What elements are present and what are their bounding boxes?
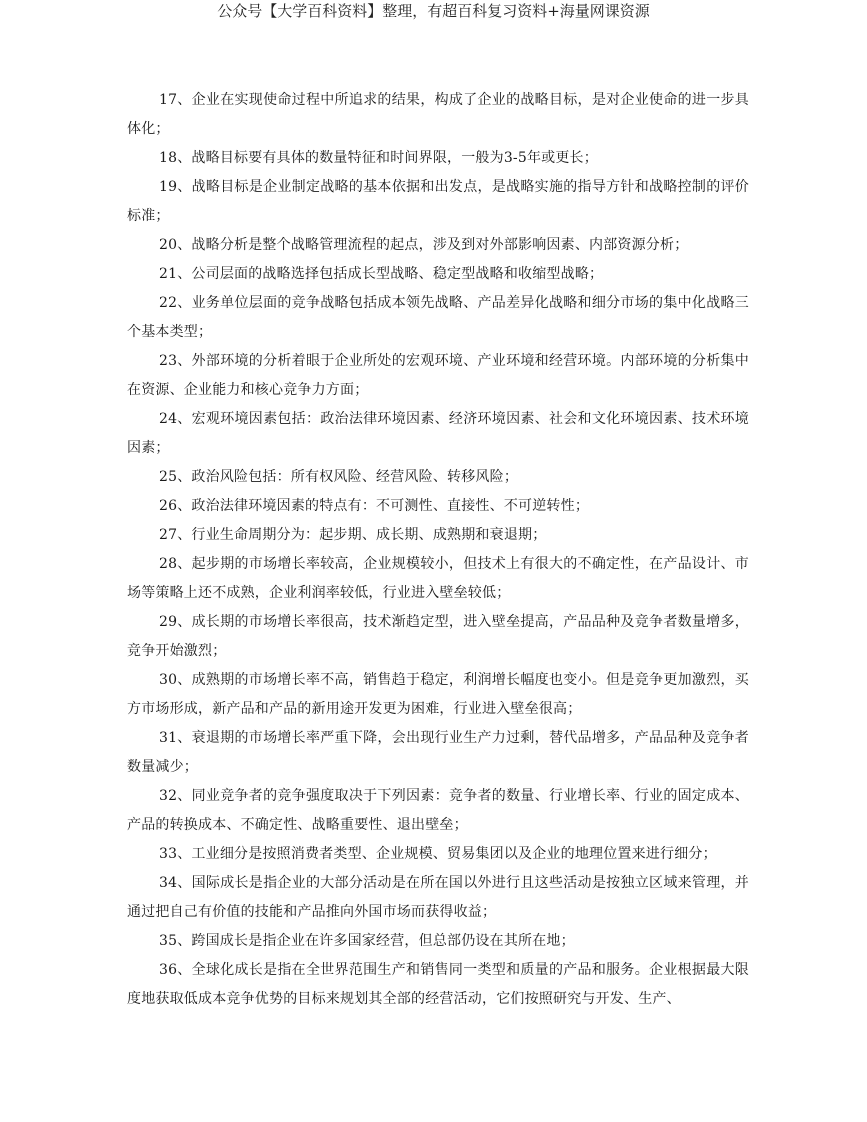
document-body bbox=[127, 86, 749, 1014]
paragraph-26: 26、政治法律环境因素的特点有：不可测性、直接性、不可逆转性； bbox=[159, 498, 590, 514]
paragraph-31: 31、衰退期的市场增长率严重下降，会出现行业生产力过剩，替代品增多，产品品种及竞争者数量减少； bbox=[127, 730, 749, 775]
paragraph-18: 18、战略目标要有具体的数量特征和时间界限，一般为3-5年或更长； bbox=[159, 150, 598, 166]
paragraph-20: 20、战略分析是整个战略管理流程的起点，涉及到对外部影响因素、内部资源分析； bbox=[159, 237, 689, 253]
paragraph-32: 32、同业竞争者的竞争强度取决于下列因素：竞争者的数量、行业增长率、行业的固定成本、产品的转换成本、不确定性、战略重要性、退出壁垒； bbox=[127, 788, 749, 833]
paragraph-27: 27、行业生命周期分为：起步期、成长期、成熟期和衰退期； bbox=[159, 527, 547, 543]
paragraph-35: 35、跨国成长是指企业在许多国家经营，但总部仍设在其所在地； bbox=[159, 933, 575, 949]
paragraph-24: 24、宏观环境因素包括：政治法律环境因素、经济环境因素、社会和文化环境因素、技术环境因素； bbox=[127, 411, 749, 456]
paragraph-17: 17、企业在实现使命过程中所追求的结果，构成了企业的战略目标，是对企业使命的进一步具体化； bbox=[127, 92, 749, 137]
paragraph-19: 19、战略目标是企业制定战略的基本依据和出发点，是战略实施的指导方针和战略控制的评价标准； bbox=[127, 179, 749, 224]
paragraph-36: 36、全球化成长是指在全世界范围生产和销售同一类型和质量的产品和服务。企业根据最大限度地获取低成本竞争优势的目标来规划其全部的经营活动，它们按照研究与开发、生产、 bbox=[127, 962, 749, 1007]
paragraph-30: 30、成熟期的市场增长率不高，销售趋于稳定，利润增长幅度也变小。但是竞争更加激烈，买方市场形成，新产品和产品的新用途开发更为困难，行业进入壁垒很高； bbox=[127, 672, 749, 717]
paragraph-22: 22、业务单位层面的竞争战略包括成本领先战略、产品差异化战略和细分市场的集中化战略三个基本类型； bbox=[127, 295, 749, 340]
paragraph-34: 34、国际成长是指企业的大部分活动是在所在国以外进行且这些活动是按独立区域来管理，并通过把自己有价值的技能和产品推向外国市场而获得收益； bbox=[127, 875, 749, 920]
paragraph-25: 25、政治风险包括：所有权风险、经营风险、转移风险； bbox=[159, 469, 519, 485]
paragraph-23: 23、外部环境的分析着眼于企业所处的宏观环境、产业环境和经营环境。内部环境的分析集中在资源、企业能力和核心竞争力方面； bbox=[127, 353, 749, 398]
paragraph-21: 21、公司层面的战略选择包括成长型战略、稳定型战略和收缩型战略； bbox=[159, 266, 604, 282]
paragraph-29: 29、成长期的市场增长率很高，技术渐趋定型，进入壁垒提高，产品品种及竞争者数量增多，竞争开始激烈； bbox=[127, 614, 749, 659]
page-header: 公众号【大学百科资料】整理，有超百科复习资料+海量网课资源 bbox=[217, 2, 650, 20]
paragraph-28: 28、起步期的市场增长率较高，企业规模较小，但技术上有很大的不确定性，在产品设计、市场等策略上还不成熟，企业利润率较低，行业进入壁垒较低； bbox=[127, 556, 749, 601]
paragraph-33: 33、工业细分是按照消费者类型、企业规模、贸易集团以及企业的地理位置来进行细分； bbox=[159, 846, 717, 862]
